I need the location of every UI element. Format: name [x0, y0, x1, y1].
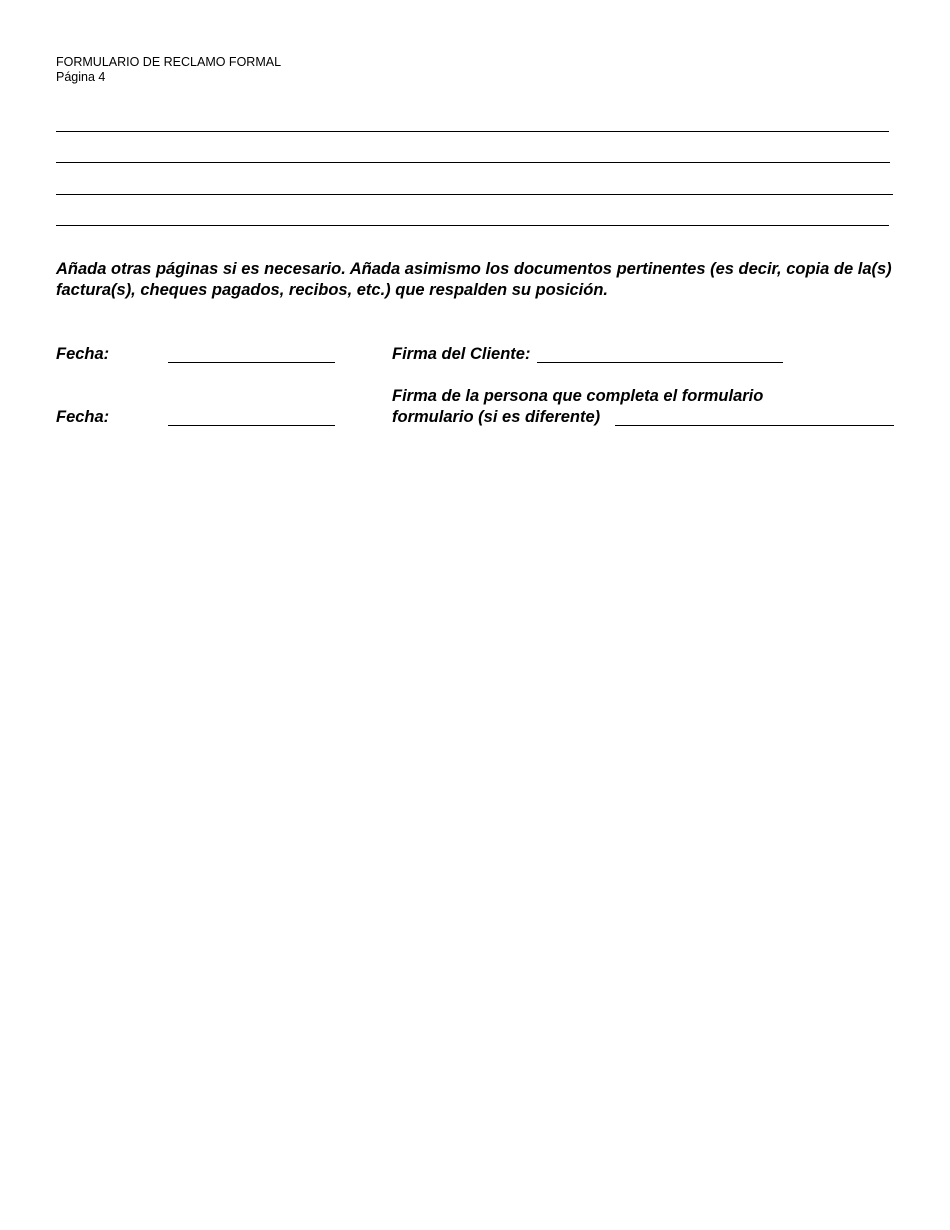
page-number: Página 4: [56, 70, 106, 84]
date-field-1[interactable]: [168, 362, 335, 363]
writing-line-1[interactable]: [56, 131, 889, 132]
date-label: Fecha:: [56, 345, 110, 363]
writing-line-2[interactable]: [56, 162, 890, 163]
preparer-signature-field[interactable]: [615, 425, 894, 426]
writing-line-3[interactable]: [56, 194, 893, 195]
instructions-text: Añada otras páginas si es necesario. Añada asimismo los documentos pertinentes (es decir, copia de la(s) factura(s), cheques pagados, recibos, etc.) que respalden su posición.: [56, 260, 892, 299]
preparer-signature-label-line-2: formulario (si es diferente): [392, 408, 601, 426]
customer-signature-field[interactable]: [537, 362, 783, 363]
date-label: Fecha:: [56, 408, 110, 426]
date-field-2[interactable]: [168, 425, 335, 426]
form-header: [56, 55, 281, 85]
customer-signature-label: Firma del Cliente:: [392, 345, 531, 363]
form-title: FORMULARIO DE RECLAMO FORMAL: [56, 55, 282, 69]
preparer-signature-label-line-1: Firma de la persona que completa el formulario: [392, 387, 764, 405]
writing-line-4[interactable]: [56, 225, 889, 226]
